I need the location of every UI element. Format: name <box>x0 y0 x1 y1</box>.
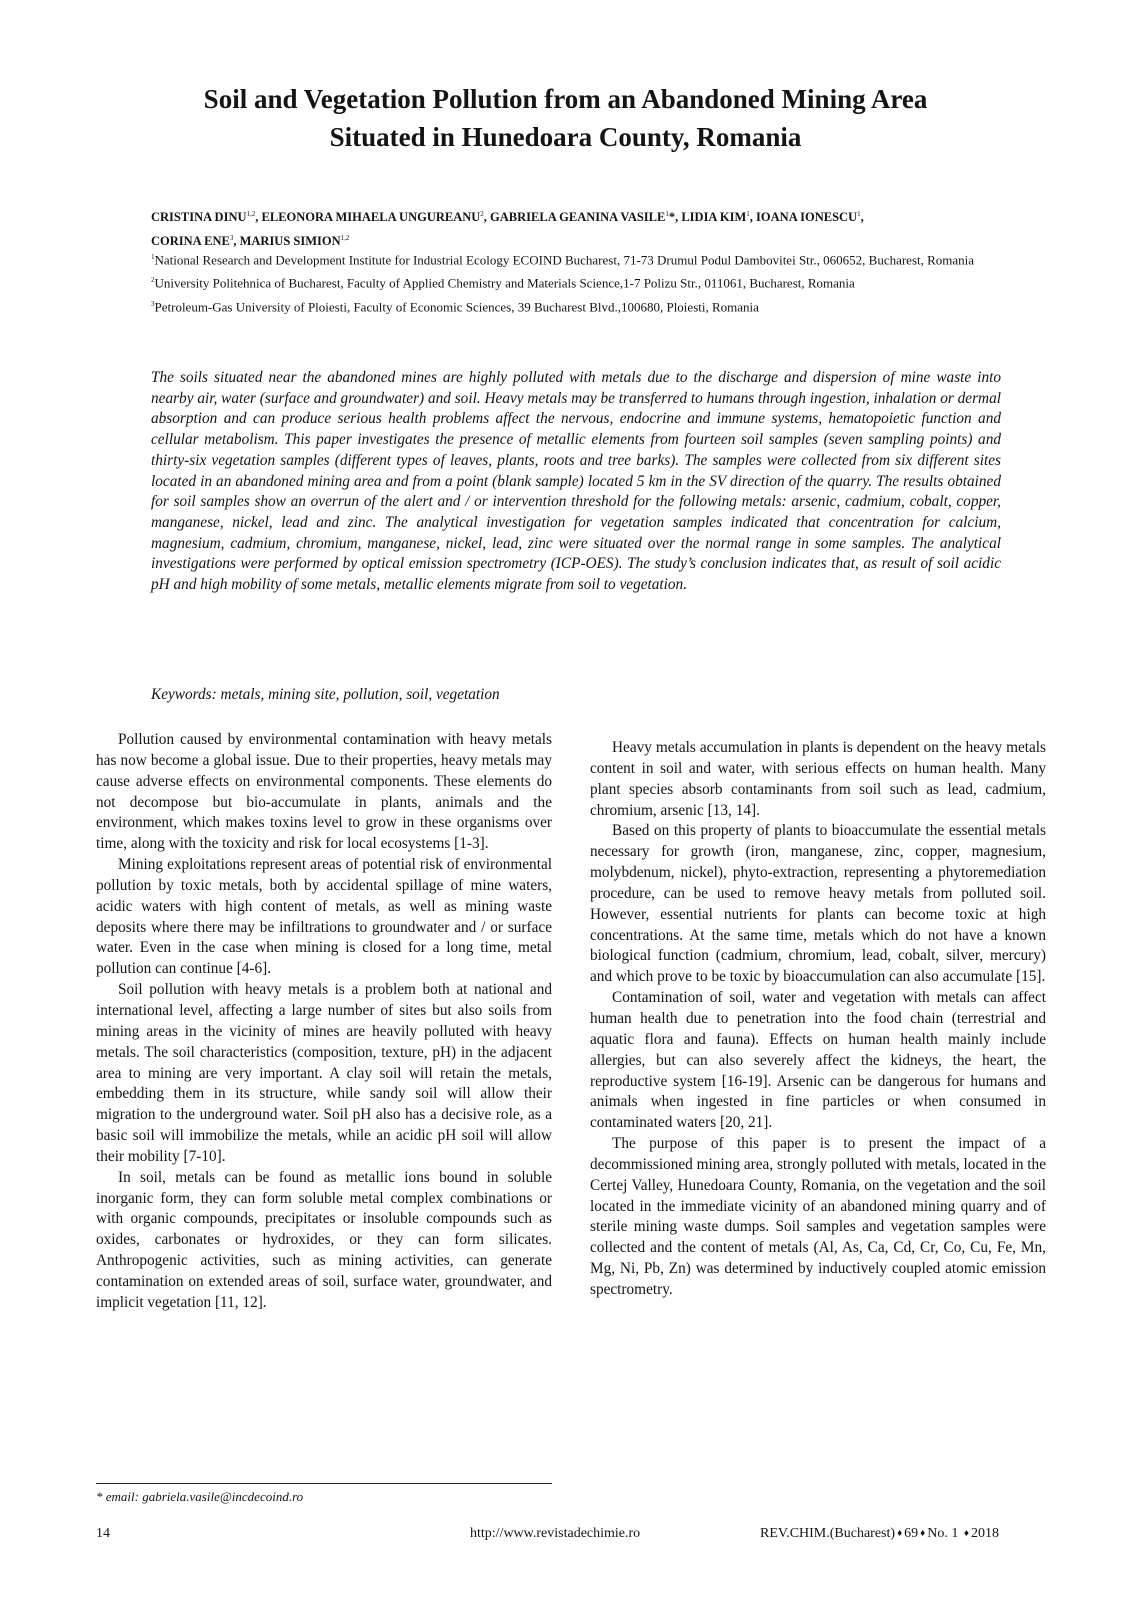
diamond-icon: ♦ <box>920 1528 926 1539</box>
title-line-2: Situated in Hunedoara County, Romania <box>329 122 802 152</box>
journal-year: 2018 <box>971 1526 1000 1541</box>
paragraph: Heavy metals accumulation in plants is dependent on the heavy metals content in soil and water, with serious effects on human health. Many plant species absorb contaminants from soil such as lead, cadmium, chromium, arsenic [13, 14]. <box>590 739 1046 819</box>
affiliations <box>151 247 1001 317</box>
paragraph: Mining exploitations represent areas of potential risk of environmental pollution by toxic metals, both by accidental spillage of mine waters, acidic waters with high content of metals, as well as mining waste deposits where there may be infiltrations to groundwater and / or surface water. Even in the case when mining is closed for a long time, metal pollution can continue [4-6]. <box>96 856 552 978</box>
affiliation: $^1$National Research and Development Institute for Industrial Ecology ECOIND Bucharest, 71-73 Drumul Podul Dambovitei Str., 060652, Bucharest, Romania <box>151 252 975 268</box>
affiliation: $^2$University Politehnica of Bucharest, Faculty of Applied Chemistry and Materials Science,1-7 Polizu Str., 011061, Bucharest, Romania <box>151 275 855 291</box>
keywords: Keywords: metals, mining site, pollution, soil, vegetation <box>151 686 500 703</box>
author-list <box>151 204 1011 252</box>
author: IOANA IONESCU$^1$, <box>756 210 864 225</box>
diamond-icon: ♦ <box>963 1528 970 1539</box>
body-column-right <box>590 738 1046 1301</box>
paragraph: Soil pollution with heavy metals is a problem both at national and international level, affecting a large number of sites but also soils from mining areas in the vicinity of mines are heavily polluted with heavy metals. The soil characteristics (composition, texture, pH) in the adjacent area to mining are very important. A clay soil will retain the metals, embedding them in its structure, while sandy soil will allow their migration to the underground water. Soil pH also has a decisive role, as a basic soil will immobilize the metals, while an acidic pH soil will allow their mobility [7-10]. <box>96 981 552 1165</box>
author: CORINA ENE$^3$, <box>151 234 240 249</box>
author: MARIUS SIMION$^{1,2}$ <box>239 234 350 249</box>
affiliation: $^3$Petroleum-Gas University of Ploiesti, Faculty of Economic Sciences, 39 Bucharest Blvd.,100680, Ploiesti, Romania <box>151 298 759 314</box>
body-column-left <box>96 730 552 1314</box>
page-number: 14 <box>96 1526 110 1541</box>
author: GABRIELA GEANINA VASILE$^1$*, <box>490 210 682 225</box>
journal-url[interactable]: http://www.revistadechimie.ro <box>470 1526 641 1541</box>
journal-volume: 69 <box>904 1526 919 1541</box>
paper-title <box>100 80 1031 156</box>
journal-citation <box>760 1526 999 1542</box>
journal-name: REV.CHIM.(Bucharest) <box>760 1526 896 1541</box>
author: CRISTINA DINU$^{1,2}$, <box>151 210 262 225</box>
author: LIDIA KIM$^1$, <box>681 210 757 225</box>
diamond-icon: ♦ <box>897 1528 903 1539</box>
paragraph: The purpose of this paper is to present the impact of a decommissioned mining area, strongly polluted with metals, located in the Certej Valley, Hunedoara County, Romania, on the vegetation and the soil located in the immediate vicinity of an abandoned mining quarry and of sterile mining waste dumps. Soil samples and vegetation samples were collected and the content of metals (Al, As, Ca, Cd, Cr, Co, Cu, Fe, Mn, Mg, Ni, Pb, Zn) was determined by inductively coupled atomic emission spectrometry. <box>590 1135 1046 1298</box>
journal-issue: No. 1 <box>927 1526 959 1541</box>
author: ELEONORA MIHAELA UNGUREANU$^2$, <box>261 210 491 225</box>
paragraph: Contamination of soil, water and vegetation with metals can affect human health due to penetration into the food chain (terrestrial and aquatic flora and fauna). Effects on human health mainly include allergies, but can also severely affect the kidneys, the heart, the reproductive system [16-19]. Arsenic can be dangerous for humans and animals when ingested in fine particles or when consumed in contaminated waters [20, 21]. <box>590 989 1046 1132</box>
corresponding-email-footnote: * email: gabriela.vasile@incdecoind.ro <box>96 1489 304 1504</box>
footnote-divider <box>96 1483 552 1484</box>
paragraph: In soil, metals can be found as metallic ions bound in soluble inorganic form, they can form soluble metal complex combinations or with organic compounds, precipitates or insoluble compounds such as oxides, carbonates or hydroxides, or they can form silicates. Anthropogenic activities, such as mining activities, can generate contamination on extended areas of soil, surface water, groundwater, and implicit vegetation [11, 12]. <box>96 1168 552 1311</box>
paragraph: Based on this property of plants to bioaccumulate the essential metals necessary for growth (iron, manganese, zinc, copper, magnesium, molybdenum, nickel), phyto-extraction, representing a phytoremediation procedure, can be used to remove heavy metals from polluted soil. However, essential nutrients for plants can become toxic at high concentrations. At the same time, metals which do not have a known biological function (cadmium, chromium, lead, cobalt, silver, mercury) and which prove to be toxic by bioaccumulation can also accumulate [15]. <box>590 822 1046 986</box>
paragraph: Pollution caused by environmental contamination with heavy metals has now become a global issue. Due to their properties, heavy metals may cause adverse effects on environmental components. These elements do not decompose but bio-accumulate in plants, animals and the environment, which makes toxins level to grow in these organisms over time, along with the toxicity and risk for local ecosystems [1-3]. <box>96 731 552 853</box>
abstract: The soils situated near the abandoned mines are highly polluted with metals due to the discharge and dispersion of mine waste into nearby air, water (surface and groundwater) and soil. Heavy metals may be transferred to humans through ingestion, inhalation or dermal absorption and can produce serious health problems affect the nervous, endocrine and immune systems, hematopoietic function and cellular metabolism. This paper investigates the presence of metallic elements from fourteen soil samples (seven sampling points) and thirty-six vegetation samples (different types of leaves, plants, roots and tree barks). The samples were collected from six different sites located in an abandoned mining area and from a point (blank sample) located 5 km in the SV direction of the quarry. The results obtained for soil samples show an overrun of the alert and / or intervention threshold for the following metals: arsenic, cadmium, cobalt, copper, manganese, nickel, lead and zinc. The analytical investigation for vegetation samples indicated that concentration for calcium, magnesium, cadmium, chromium, manganese, nickel, lead, zinc were situated over the normal range in some samples. The analytical investigations were performed by optical emission spectrometry (ICP-OES). The study’s conclusion indicates that, as result of soil acidic pH and high mobility of some metals, metallic elements migrate from soil to vegetation. <box>151 369 1001 594</box>
title-line-1: Soil and Vegetation Pollution from an Abandoned Mining Area <box>203 84 928 114</box>
